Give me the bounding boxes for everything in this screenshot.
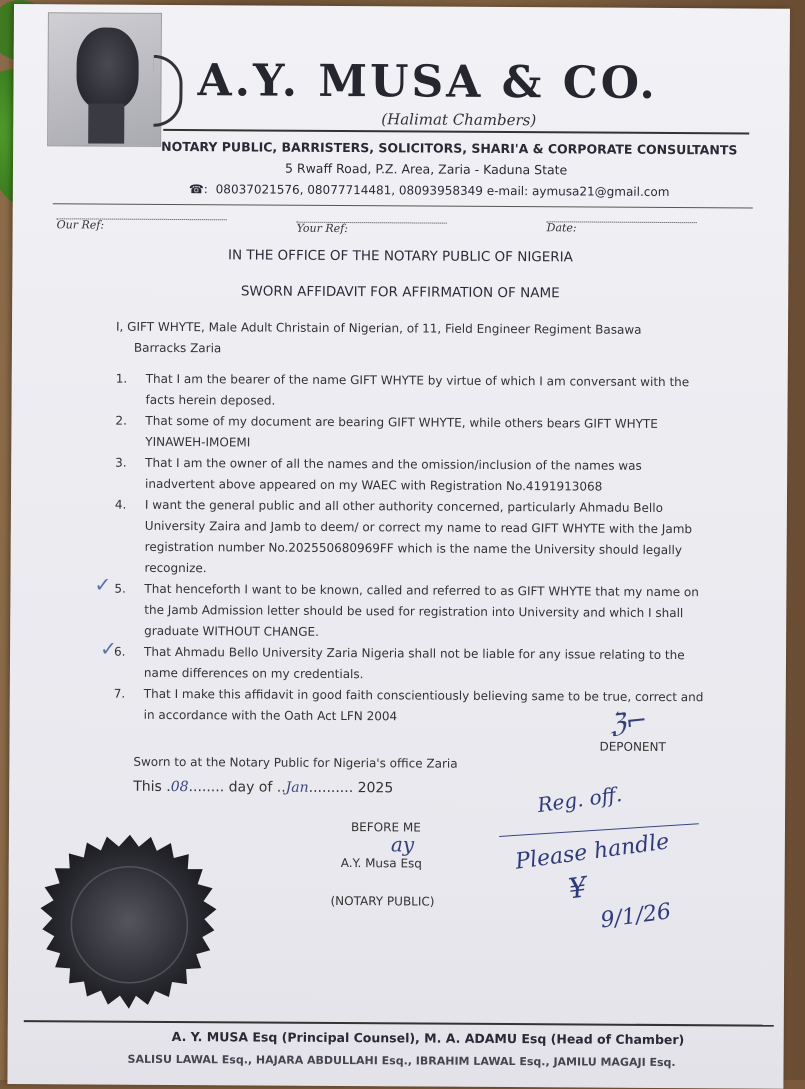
header-divider — [163, 129, 749, 135]
office-heading: IN THE OFFICE OF THE NOTARY PUBLIC OF NIGERIA — [227, 247, 573, 266]
firm-emblem-icon — [153, 55, 182, 127]
email-address: aymusa21@gmail.com — [531, 184, 670, 200]
clause-item: 2. That some of my document are bearing GIFT WHYTE, while others bears GIFT WHYTE YINAWEH-IMOEMI — [115, 413, 658, 450]
phone-icon: ☎: — [188, 182, 208, 197]
notary-signature: ay — [390, 832, 415, 857]
intro-line: Barracks Zaria — [133, 340, 222, 356]
before-me-label: BEFORE ME — [350, 820, 421, 835]
footer-counsel: A. Y. MUSA Esq (Principal Counsel), M. A. ADAMU Esq (Head of Chamber) — [171, 1028, 685, 1048]
phone-numbers: 08037021576, 08077714481, 08093958349 — [215, 182, 483, 198]
header-bottom-divider — [53, 203, 753, 208]
passport-photo — [47, 12, 162, 147]
clause-item: 5. That henceforth I want to be known, called and referred to as GIFT WHYTE that my name on the Jamb Admission letter should be used for registration into University and which I shall graduate WITHOUT CHANGE. — [114, 581, 699, 639]
checkmark-icon: ✓ — [99, 636, 117, 661]
deponent-signature: ℨ⌐ — [608, 705, 649, 740]
our-ref-label: Our Ref: — [56, 218, 105, 232]
notary-seal-stamp — [34, 832, 225, 1023]
footer-associates: SALISU LAWAL Esq., HAJARA ABDULLAHI Esq., IBRAHIM LAWAL Esq., JAMILU MAGAJI Esq. — [127, 1052, 676, 1070]
handwritten-note: Please handle — [513, 829, 671, 875]
clause-item: 7. That I make this affidavit in good faith conscientiously believing same to be true, correct and in accordance with the Oath Act LFN 2004 — [113, 686, 704, 724]
notary-public-label: (NOTARY PUBLIC) — [330, 893, 435, 909]
day-value: 08 — [170, 778, 189, 796]
affidavit-clauses — [114, 369, 716, 730]
checkmark-icon: ✓ — [94, 572, 112, 597]
year-value: 2025 — [357, 780, 394, 797]
firm-name: A.Y. MUSA & CO. — [197, 55, 658, 109]
footer-divider — [24, 1020, 774, 1027]
firm-address: 5 Rwaff Road, P.Z. Area, Zaria - Kaduna State — [284, 160, 568, 178]
clause-item: 4. I want the general public and all other authority concerned, particularly Ahmadu Bello University Zaira and Jamb to deem/ or correct my name to read GIFT WHYTE with the Jamb registration number No.202550680969FF which is the name the University should legally recognize. — [114, 497, 693, 576]
notary-name: A.Y. Musa Esq — [340, 856, 422, 871]
date-label: Date: — [546, 221, 577, 235]
handwritten-date: 9/1/26 — [599, 899, 673, 934]
document-title: SWORN AFFIDAVIT FOR AFFIRMATION OF NAME — [240, 283, 560, 302]
intro-line: I, GIFT WHYTE, Male Adult Christain of Nigerian, of 11, Field Engineer Regiment Basawa — [115, 319, 642, 337]
clause-item: 1. That I am the bearer of the name GIFT WHYTE by virtue of which I am conversant with the facts herein deposed. — [115, 371, 690, 408]
reference-row — [56, 218, 747, 236]
month-value: Jan — [285, 779, 309, 796]
handwritten-underline — [499, 823, 699, 837]
clause-item: 3. That I am the owner of all the names and the omission/inclusion of the names was inadvertent above appeared on my WAEC with Registration No.4191913068 — [115, 455, 642, 494]
deponent-introduction — [116, 317, 716, 363]
email-label: e-mail: — [486, 183, 529, 199]
handwritten-initials: ¥ — [566, 870, 589, 906]
sworn-statement: Sworn to at the Notary Public for Nigeria's office Zaria — [133, 754, 458, 771]
firm-services: NOTARY PUBLIC, BARRISTERS, SOLICITORS, SHARI'A & CORPORATE CONSULTANTS — [161, 138, 738, 158]
firm-subtitle: (Halimat Chambers) — [381, 110, 537, 130]
firm-contact — [189, 182, 670, 199]
affidavit-document — [7, 4, 790, 1089]
deponent-label: DEPONENT — [599, 739, 666, 754]
handwritten-note: Reg. off. — [535, 781, 624, 818]
your-ref-label: Your Ref: — [296, 221, 349, 236]
sworn-date: This .08........ day of ..Jan.......... 2025 — [133, 778, 394, 797]
clause-item: 6. That Ahmadu Bello University Zaria Nigeria shall not be liable for any issue relating to the name differences on my credentials. — [114, 644, 685, 682]
